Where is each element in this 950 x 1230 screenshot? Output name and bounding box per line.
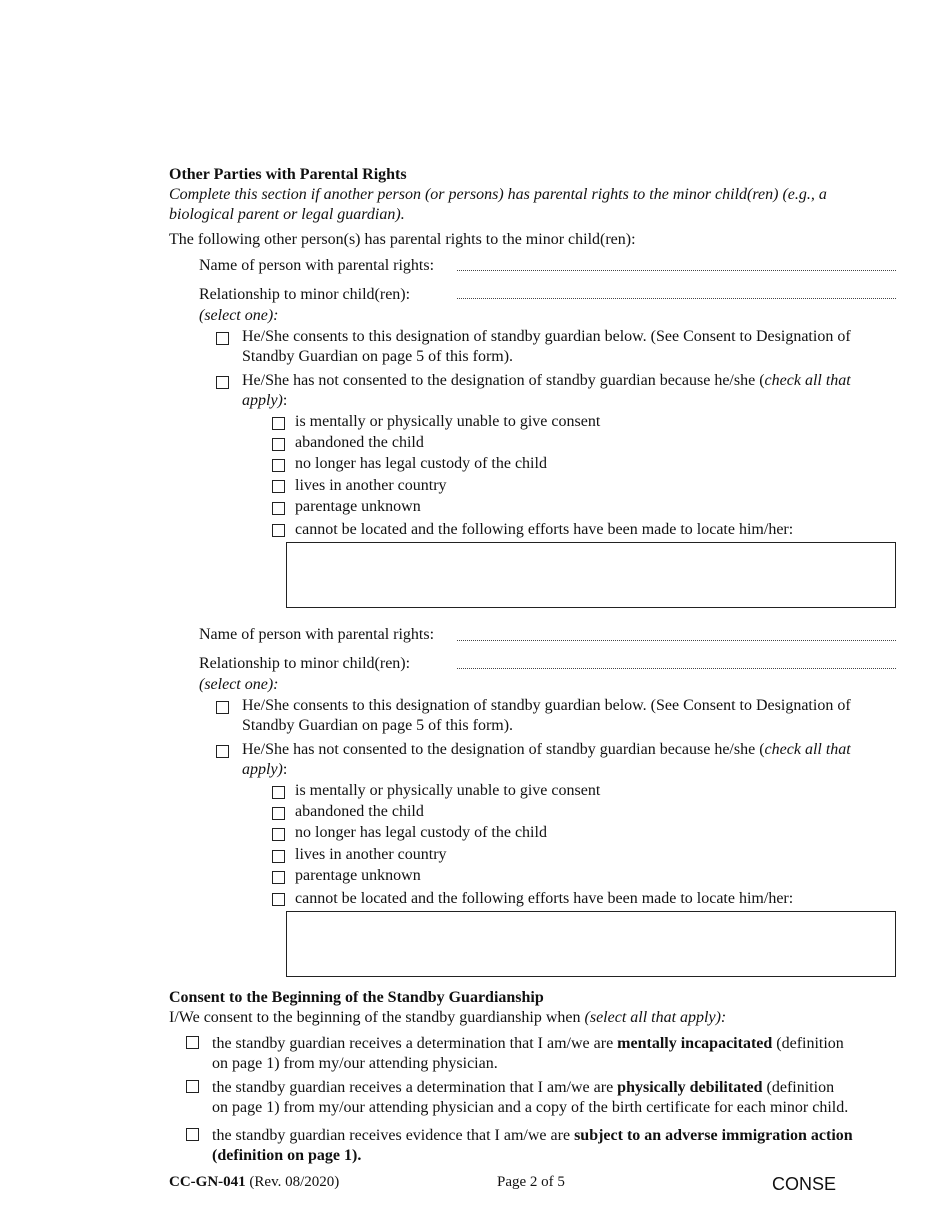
reason-checkbox-another-country[interactable] (272, 480, 285, 493)
not-consented-text-line2: apply): (242, 761, 288, 778)
reason-checkbox-cannot-locate[interactable] (272, 524, 285, 537)
page-number: Page 2 of 5 (497, 1174, 565, 1190)
section-instructions: Complete this section if another person (or persons) has parental rights to the minor child(ren) (e.g., a biological parent or legal guardian). (169, 186, 827, 223)
reason-label: cannot be located and the following efforts have been made to locate him/her: (295, 521, 794, 538)
name-label: Name of person with parental rights: (199, 626, 435, 643)
name-label: Name of person with parental rights: (199, 257, 435, 274)
relationship-field[interactable] (457, 298, 896, 299)
efforts-textbox[interactable] (286, 542, 896, 608)
select-one-label: (select one): (199, 676, 279, 693)
reason-checkbox-unable[interactable] (272, 417, 285, 430)
reason-checkbox-no-custody[interactable] (272, 459, 285, 472)
reason-label: abandoned the child (295, 803, 424, 820)
form-id: CC-GN-041 (Rev. 08/2020) (169, 1174, 340, 1190)
name-field[interactable] (457, 640, 896, 641)
relationship-label: Relationship to minor child(ren): (199, 655, 411, 672)
reason-label: no longer has legal custody of the child (295, 455, 547, 472)
reason-label: no longer has legal custody of the child (295, 824, 547, 841)
consent-option-debilitated-line2: on page 1) from my/our attending physician and a copy of the birth certificate for each minor child. (212, 1099, 849, 1116)
consents-checkbox[interactable] (216, 332, 229, 345)
reason-label: parentage unknown (295, 498, 421, 515)
reason-label: parentage unknown (295, 867, 421, 884)
not-consented-checkbox[interactable] (216, 745, 229, 758)
reason-checkbox-abandoned[interactable] (272, 438, 285, 451)
efforts-textbox[interactable] (286, 911, 896, 977)
consent-option-incapacitated-checkbox[interactable] (186, 1036, 199, 1049)
reason-checkbox-cannot-locate[interactable] (272, 893, 285, 906)
reason-label: lives in another country (295, 846, 447, 863)
consents-checkbox[interactable] (216, 701, 229, 714)
consents-text-line1: He/She consents to this designation of standby guardian below. (See Consent to Designation of (242, 697, 851, 714)
name-field[interactable] (457, 270, 896, 271)
reason-checkbox-no-custody[interactable] (272, 828, 285, 841)
section-title: Other Parties with Parental Rights (169, 166, 407, 183)
relationship-label: Relationship to minor child(ren): (199, 286, 411, 303)
consents-text-line2: Standby Guardian on page 5 of this form). (242, 717, 514, 734)
reason-checkbox-parentage-unknown[interactable] (272, 502, 285, 515)
reason-checkbox-abandoned[interactable] (272, 807, 285, 820)
consents-text-line1: He/She consents to this designation of standby guardian below. (See Consent to Designation of (242, 328, 851, 345)
consents-text-line2: Standby Guardian on page 5 of this form). (242, 348, 514, 365)
relationship-field[interactable] (457, 668, 896, 669)
reason-label: is mentally or physically unable to give consent (295, 413, 601, 430)
reason-checkbox-parentage-unknown[interactable] (272, 871, 285, 884)
reason-label: cannot be located and the following efforts have been made to locate him/her: (295, 890, 794, 907)
consent-option-immigration-line1: the standby guardian receives evidence that I am/we are subject to an adverse immigration action (212, 1127, 853, 1144)
consent-option-immigration-checkbox[interactable] (186, 1128, 199, 1141)
consent-section-intro: I/We consent to the beginning of the standby guardianship when (select all that apply): (169, 1009, 727, 1026)
footer-tag: CONSE (772, 1174, 837, 1194)
consent-option-debilitated-line1: the standby guardian receives a determination that I am/we are physically debilitated (definition (212, 1079, 835, 1096)
not-consented-text-line1: He/She has not consented to the designation of standby guardian because he/she (check all that (242, 372, 851, 389)
consent-option-incapacitated-line2: on page 1) from my/our attending physician. (212, 1055, 498, 1072)
consent-section-title: Consent to the Beginning of the Standby Guardianship (169, 989, 544, 1006)
reason-checkbox-another-country[interactable] (272, 850, 285, 863)
reason-label: lives in another country (295, 477, 447, 494)
reason-label: abandoned the child (295, 434, 424, 451)
reason-checkbox-unable[interactable] (272, 786, 285, 799)
not-consented-text-line2: apply): (242, 392, 288, 409)
consent-option-immigration-line2: (definition on page 1). (212, 1147, 362, 1164)
consent-option-debilitated-checkbox[interactable] (186, 1080, 199, 1093)
not-consented-checkbox[interactable] (216, 376, 229, 389)
select-one-label: (select one): (199, 307, 279, 324)
intro-text: The following other person(s) has parental rights to the minor child(ren): (169, 231, 636, 248)
consent-option-incapacitated-line1: the standby guardian receives a determination that I am/we are mentally incapacitated (definition (212, 1035, 844, 1052)
not-consented-text-line1: He/She has not consented to the designation of standby guardian because he/she (check all that (242, 741, 851, 758)
reason-label: is mentally or physically unable to give consent (295, 782, 601, 799)
